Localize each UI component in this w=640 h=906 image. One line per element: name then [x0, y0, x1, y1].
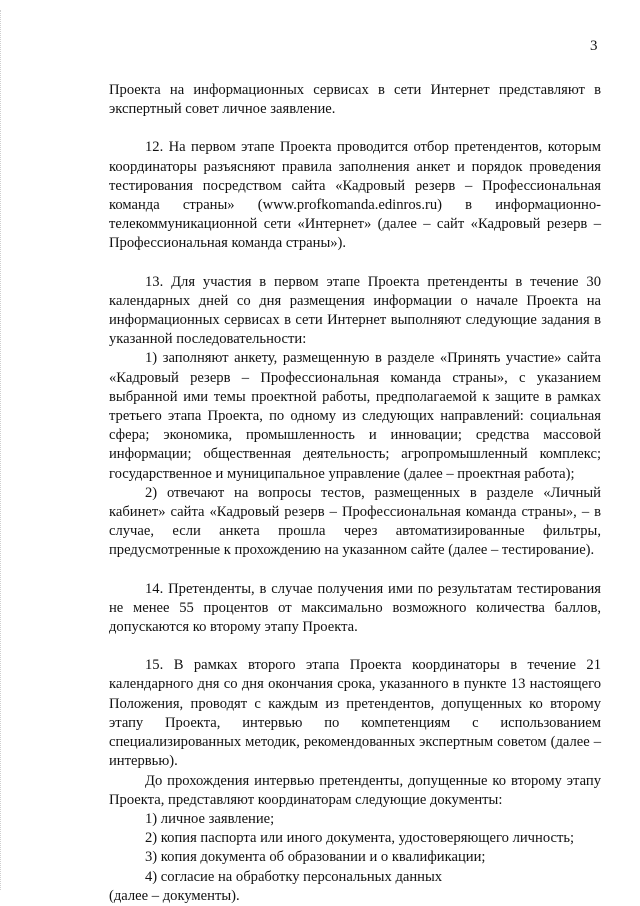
paragraph-item-15: 15. В рамках второго этапа Проекта координаторы в течение 21 календарного дня со дня окончания срока, указанного в пункте 13 настоящего Положения, проводят с каждым из претендентов, допущенных ко второму этапу Проекта, интервью по компетенциям с использованием специализированных методик, рекомендованных экспертным советом (далее – интервью).: [109, 657, 601, 770]
document-list-closing: (далее – документы).: [109, 887, 240, 904]
document-body: [109, 81, 601, 906]
paragraph-gap: [109, 637, 601, 656]
paragraph-item-13-subitem-2: 2) отвечают на вопросы тестов, размещенных в разделе «Личный кабинет» сайта «Кадровый резерв – Профессиональная команда страны», – в случае, если анкета прошла через автоматизированные фильтры, предусмотренные к прохождению на указанном сайте (далее – тестирование).: [109, 484, 601, 559]
paragraph-item-14: 14. Претенденты, в случае получения ими по результатам тестирования не менее 55 процентов от максимально возможного количества баллов, допускаются ко второму этапу Проекта.: [109, 580, 601, 636]
paragraph-documents-intro: До прохождения интервью претенденты, допущенные ко второму этапу Проекта, представляют координаторам следующие документы:: [109, 772, 601, 808]
paragraph-continuation: Проекта на информационных сервисах в сети Интернет представляют в экспертный совет личное заявление.: [109, 82, 601, 118]
document-list-item-2: 2) копия паспорта или иного документа, удостоверяющего личность;: [145, 830, 575, 847]
paragraph-gap: [109, 561, 601, 580]
paragraph-gap: [109, 254, 601, 273]
paragraph-item-12: 12. На первом этапе Проекта проводится отбор претендентов, которым координаторы разъясняют правила заполнения анкет и порядок проведения тестирования посредством сайта «Кадровый резерв – Профессиональная команда страны» (www.profkomanda.edinros.ru) в информационно-телекоммуникационной сети «Интернет» (далее – сайт «Кадровый резерв – Профессиональная команда страны»).: [109, 139, 601, 252]
paragraph-item-13: 13. Для участия в первом этапе Проекта претенденты в течение 30 календарных дней со дня размещения информации о начале Проекта на информационных сервисах в сети Интернет выполняют следующие задания в указанной последовательности:: [109, 273, 601, 348]
page-number: 3: [590, 38, 598, 54]
scan-edge-marks: [0, 10, 4, 890]
paragraph-gap: [109, 119, 601, 138]
document-list-item-1: 1) личное заявление;: [145, 810, 275, 827]
document-list-item-3: 3) копия документа об образовании и о квалификации;: [145, 849, 486, 866]
paragraph-item-13-subitem-1: 1) заполняют анкету, размещенную в разделе «Принять участие» сайта «Кадровый резерв – Профессиональная команда страны», с указанием выбранной ими темы проектной работы, предполагаемой к защите в рамках третьего этапа Проекта, по одному из следующих направлений: социальная сфера; экономика, промышленность и инновации; средства массовой информации; общественная деятельность; агропромышленный комплекс; государственное и муниципальное управление (далее – проектная работа);: [109, 350, 601, 482]
document-list-item-4: 4) согласие на обработку персональных данных: [145, 868, 443, 885]
